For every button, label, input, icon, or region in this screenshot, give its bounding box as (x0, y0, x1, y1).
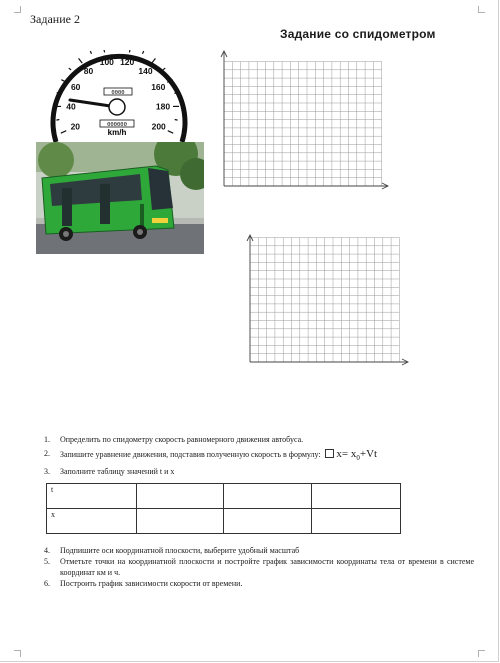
coordinate-grid-lower (242, 234, 410, 368)
speedo-minor-tick (142, 51, 143, 54)
speedo-tick-label: 20 (70, 121, 81, 132)
table-cell[interactable] (224, 484, 312, 509)
speedo-tick (61, 131, 66, 134)
list-item: 4. Подпишите оси координатной плоскости, выберите удобный масштаб (44, 546, 300, 555)
speedo-tick-label: 40 (66, 101, 76, 112)
list-item: 3. Заполните таблицу значений t и x (44, 467, 175, 477)
table-cell[interactable] (312, 484, 401, 509)
speedo-tick-label: 60 (70, 81, 81, 92)
corner-mark (14, 650, 21, 657)
table-cell[interactable]: x (47, 509, 137, 534)
corner-mark (14, 6, 21, 13)
table-cell[interactable] (136, 484, 224, 509)
speedo-minor-tick (163, 68, 165, 70)
table-row (47, 509, 401, 534)
needle-hub (109, 99, 125, 115)
table-cell[interactable] (224, 509, 312, 534)
page-title: Задание со спидометром (280, 27, 436, 41)
odometer-digits: 0000 (111, 90, 125, 96)
trip-digits: 000000 (107, 122, 127, 128)
checkbox-glyph (325, 449, 334, 458)
formula: $x= x_0+Vt$ (323, 448, 377, 460)
list-item: 5. Отметьте точки на координатной плоскости и постройте график зависимости координаты тела от времени в системе координат км и ч. (44, 557, 474, 577)
corner-mark (478, 650, 485, 657)
list-item: 1. Определить по спидометру скорость равномерного движения автобуса. (44, 435, 304, 444)
speedo-tick (129, 50, 130, 52)
list-item: 6. Построить график зависимости скорости от времени. (44, 579, 243, 588)
task-label: Задание 2 (30, 12, 80, 26)
speedometer-image (48, 50, 190, 146)
instructions-list (44, 434, 474, 478)
list-item: 2. Запишите уравнение движения, подставив полученную скорость в формулу: $x= x_0+Vt$ (44, 448, 378, 463)
speedo-minor-tick (69, 68, 71, 70)
speedo-tick-label: 180 (155, 101, 171, 112)
speedo-tick (152, 58, 156, 63)
speedo-tick-label: 80 (83, 65, 94, 76)
speedo-tick-label: 200 (151, 121, 166, 132)
speedo-tick (79, 58, 83, 63)
speedo-tick (168, 131, 173, 134)
table-cell[interactable] (312, 509, 401, 534)
speedo-tick-label: 120 (120, 57, 135, 68)
speedo-tick-label: 140 (138, 65, 153, 76)
table-cell[interactable]: t (47, 484, 137, 509)
coordinate-grid-upper (210, 50, 390, 192)
speedo-minor-tick (175, 119, 178, 120)
speedo-minor-tick (174, 93, 177, 94)
bus-photo (36, 142, 204, 254)
table-cell[interactable] (136, 509, 224, 534)
speedo-minor-tick (57, 93, 60, 94)
instructions-list-2 (44, 545, 474, 589)
speedo-tick-label: 160 (151, 81, 166, 92)
values-table (46, 483, 401, 534)
speedo-tick-label: 100 (99, 57, 114, 68)
speedo-tick (103, 50, 104, 52)
table-row (47, 484, 401, 509)
speed-unit: km/h (107, 128, 127, 137)
corner-mark (478, 6, 485, 13)
speedo-minor-tick (56, 119, 59, 120)
speedo-minor-tick (90, 51, 91, 54)
